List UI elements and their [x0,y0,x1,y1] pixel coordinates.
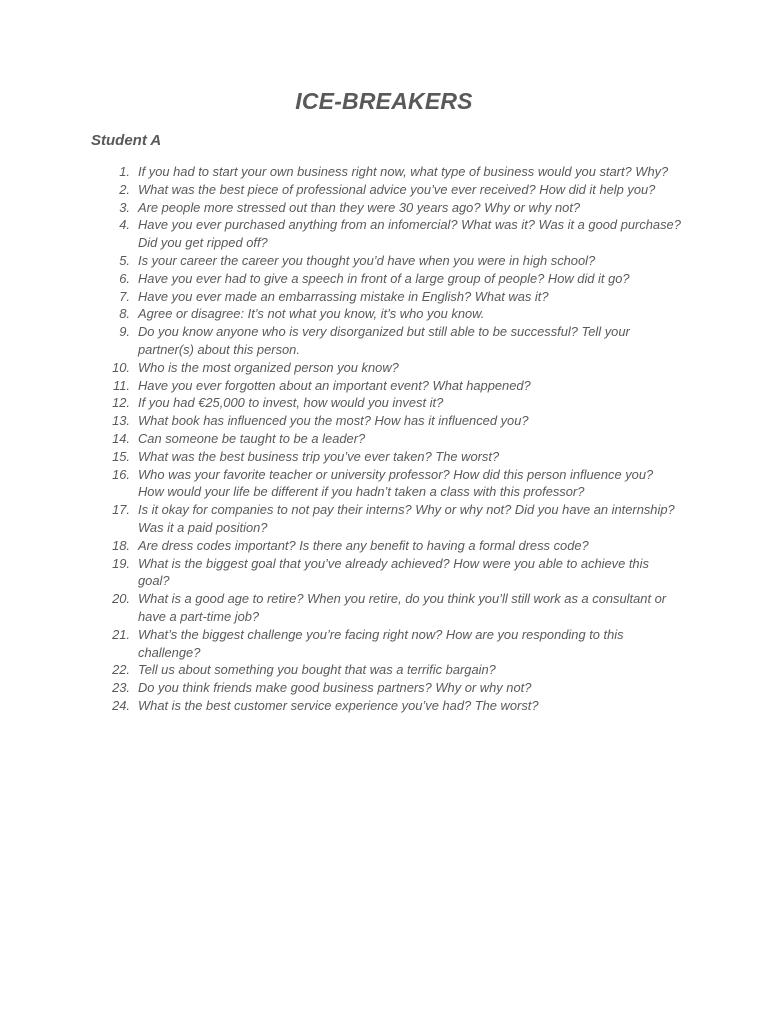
question-number: 3. [119,199,130,215]
section-heading: Student A [91,132,162,149]
question-item [0,377,768,395]
question-number: 1. [119,164,130,179]
question-text: Have you ever made an embarrassing mistake in English? What was it? [138,288,549,304]
question-text: What’s the biggest challenge you’re facing right now? How are you responding to this challenge? [138,626,624,660]
question-text: If you had to start your own business right now, what type of business would you start? Why? [138,164,669,179]
question-number: 14. [112,430,130,446]
question-text: What is the best customer service experience you’ve had? The worst? [138,697,539,713]
question-list [0,163,768,715]
question-item [0,590,768,626]
question-text: Do you think friends make good business partners? Why or why not? [138,680,532,696]
question-number: 11. [113,377,130,393]
question-text: Have you ever purchased anything from an infomercial? What was it? Was it a good purchase? Did you get ripped off? [138,217,681,251]
question-item [0,412,768,430]
question-number: 22. [112,662,130,678]
question-text: Is your career the career you thought you’d have when you were in high school? [138,252,596,268]
question-text: What is the biggest goal that you’ve already achieved? How were you able to achieve this goal? [138,555,649,589]
question-item [0,199,768,217]
question-item [0,270,768,288]
question-text: Have you ever had to give a speech in front of a large group of people? How did it go? [138,270,630,286]
question-number: 20. [112,591,130,607]
question-number: 7. [119,288,130,304]
question-text: Are people more stressed out than they were 30 years ago? Why or why not? [138,199,581,215]
question-item [0,679,768,697]
question-number: 23. [112,680,130,696]
question-number: 21. [112,626,130,642]
question-item [0,555,768,591]
question-text: Who is the most organized person you know? [138,359,399,375]
question-number: 5. [119,252,130,268]
question-item [0,466,768,502]
question-item [0,359,768,377]
question-number: 18. [112,537,130,553]
document-title: ICE-BREAKERS [295,88,473,114]
question-text: What was the best business trip you’ve ever taken? The worst? [138,448,500,464]
question-number: 8. [119,306,130,322]
question-text: What book has influenced you the most? How has it influenced you? [138,413,529,429]
question-text: Tell us about something you bought that was a terrific bargain? [138,662,496,678]
question-text: If you had €25,000 to invest, how would you invest it? [138,395,444,411]
question-text: Are dress codes important? Is there any benefit to having a formal dress code? [138,537,589,553]
question-text: Agree or disagree: It’s not what you know, it’s who you know. [138,306,485,322]
question-text: Is it okay for companies to not pay their interns? Why or why not? Did you have an internship? Was it a paid position? [138,502,675,535]
question-item [0,448,768,466]
question-text: Do you know anyone who is very disorganized but still able to be successful? Tell your partner(s) about this person. [138,324,630,357]
question-text: Have you ever forgotten about an important event? What happened? [138,377,531,393]
question-text: Can someone be taught to be a leader? [138,430,366,446]
question-number: 6. [119,270,130,286]
question-number: 4. [119,217,130,233]
question-number: 10. [112,359,130,375]
question-item [0,661,768,679]
question-text: What was the best piece of professional advice you’ve ever received? How did it help you? [138,181,656,197]
question-text: What is a good age to retire? When you retire, do you think you’ll still work as a consultant or have a part-time job? [138,591,667,624]
question-number: 13. [112,413,130,429]
question-item [0,216,768,252]
question-item [0,305,768,323]
question-number: 2. [119,181,130,197]
question-item [0,626,768,662]
question-item [0,394,768,412]
question-number: 12. [112,395,130,411]
question-number: 24. [112,697,130,713]
question-text: Who was your favorite teacher or university professor? How did this person influence you? How would your life be different if you hadn’t taken a class with this professor? [138,466,654,500]
question-item [0,181,768,199]
question-item [0,501,768,537]
question-item [0,288,768,306]
question-item [0,163,768,181]
question-number: 15. [112,448,130,464]
question-number: 9. [119,324,130,340]
question-item [0,252,768,270]
question-item [0,697,768,715]
question-number: 16. [112,466,130,482]
question-number: 19. [112,555,130,571]
question-item [0,430,768,448]
question-item [0,323,768,359]
question-number: 17. [112,502,130,518]
question-item [0,537,768,555]
